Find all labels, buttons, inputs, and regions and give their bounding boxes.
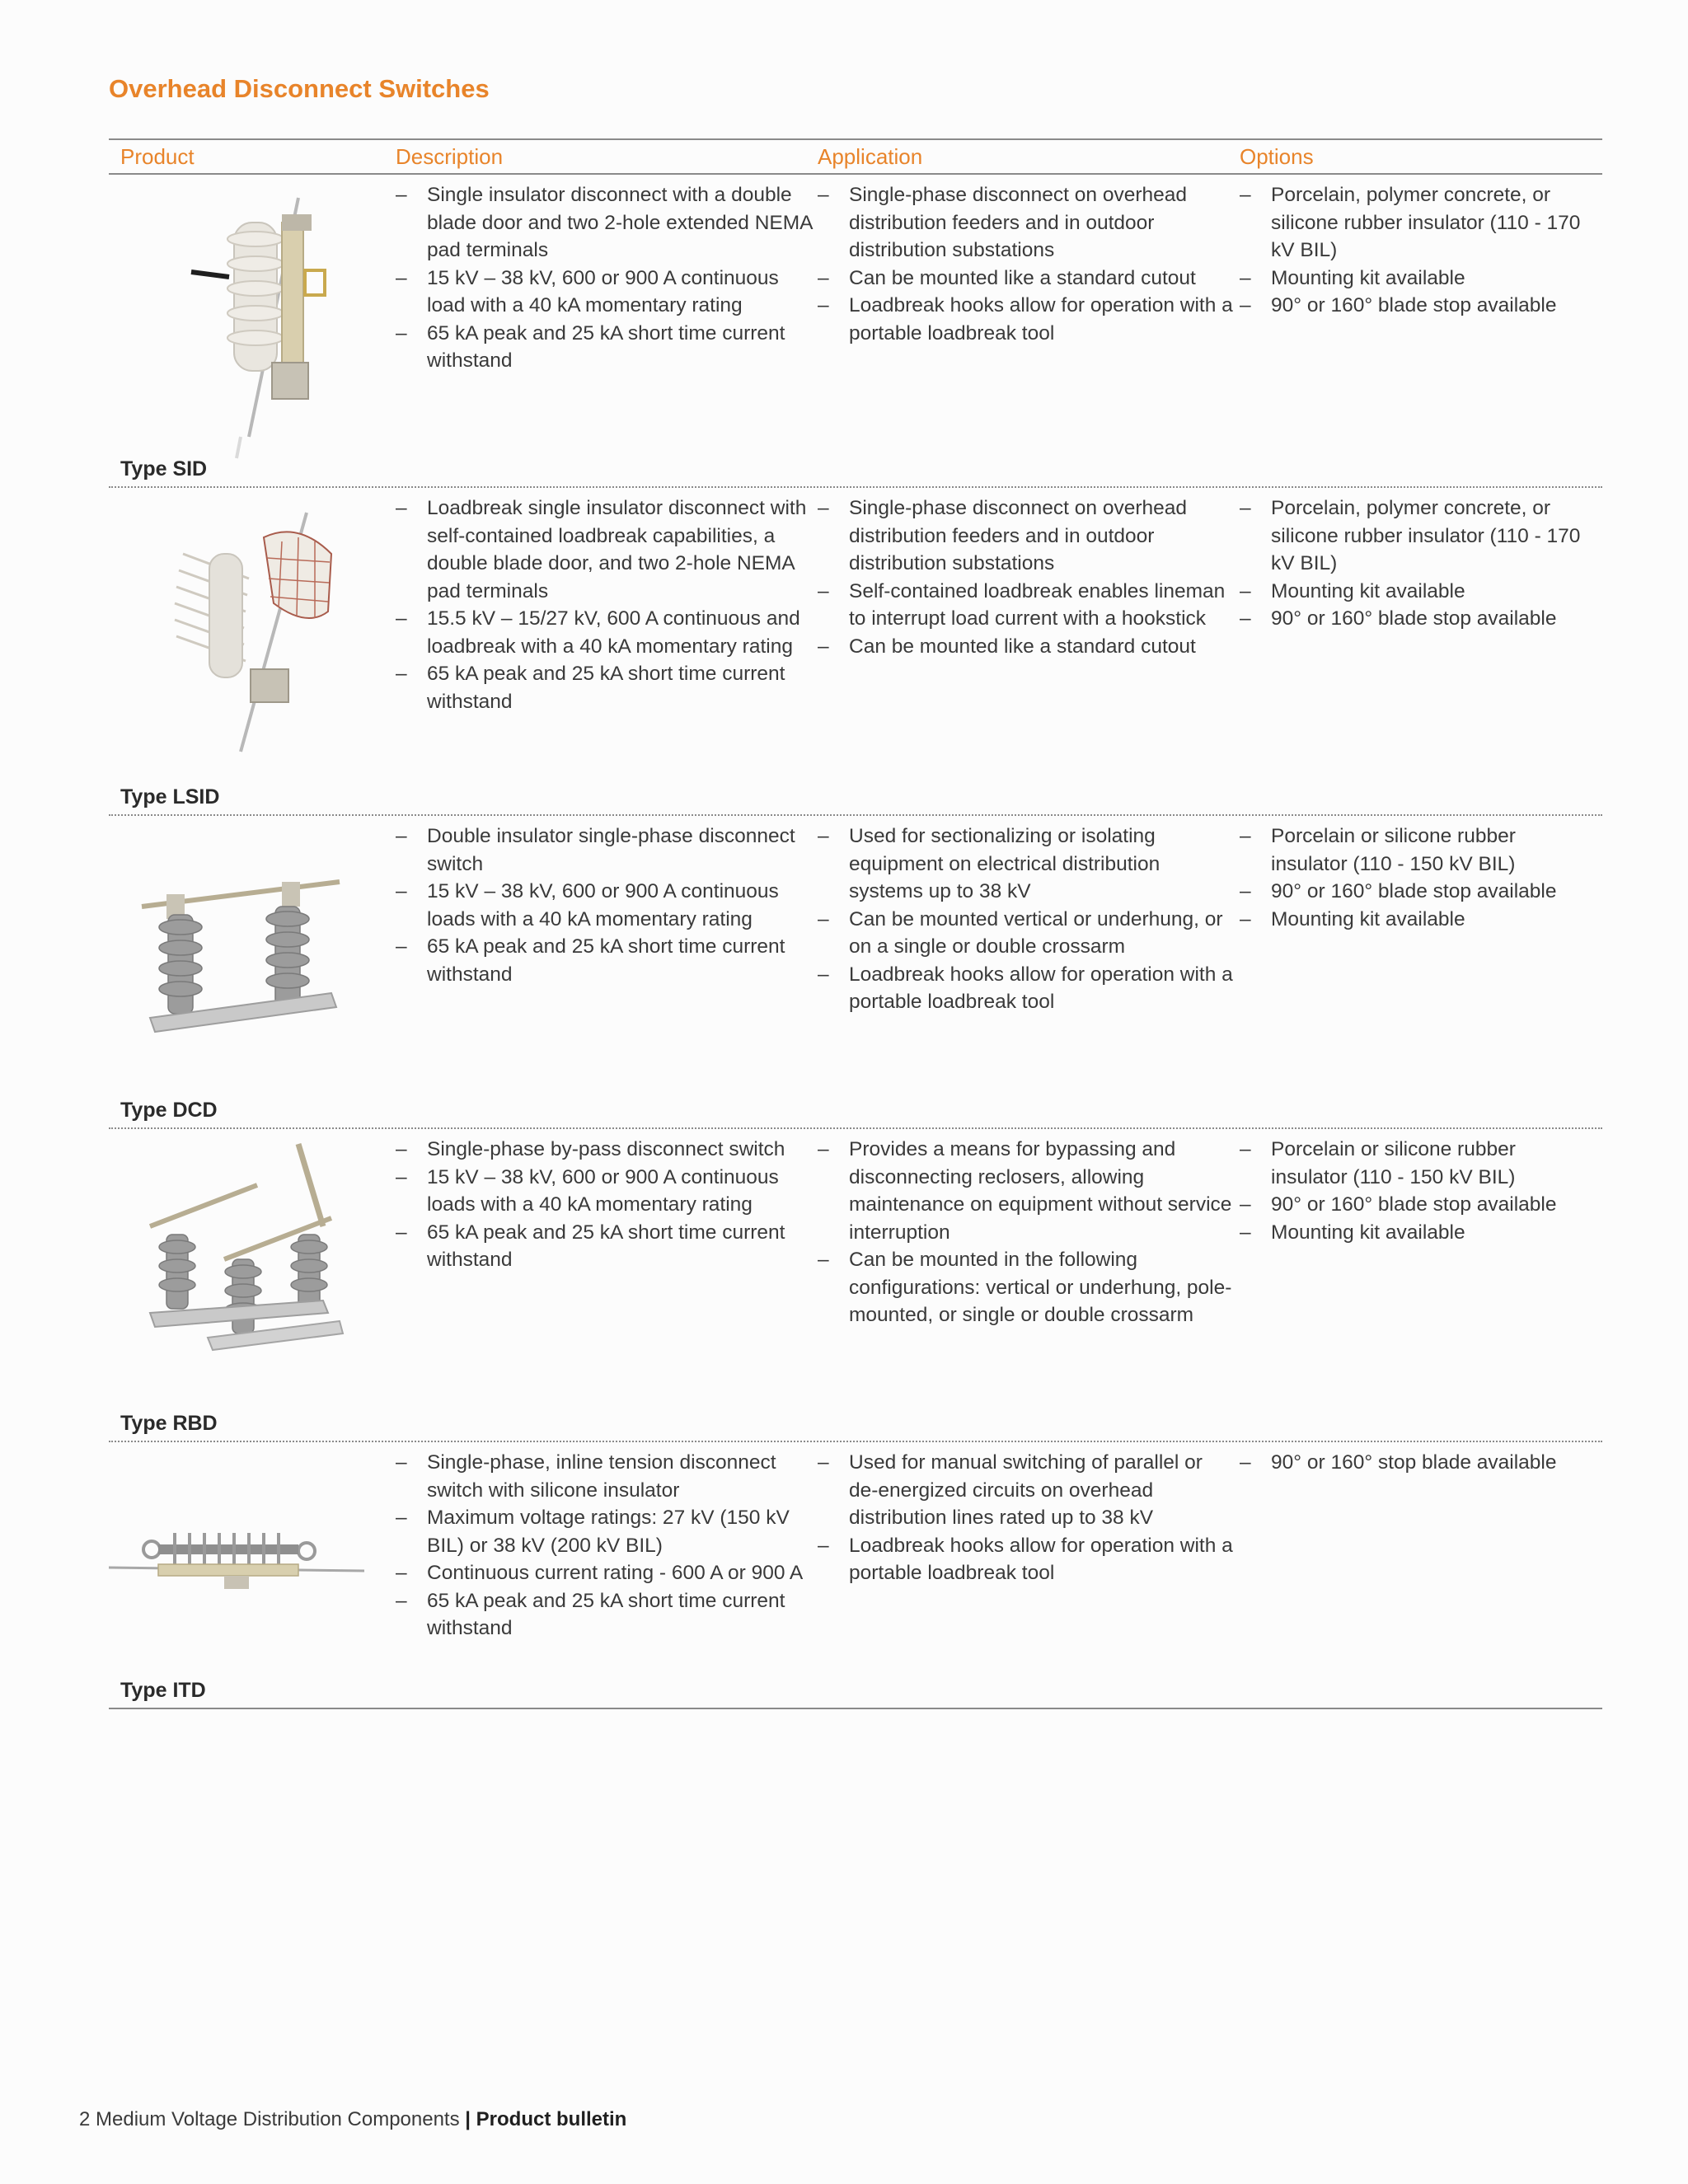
- list-item: – 90° or 160° blade stop available: [1240, 292, 1602, 320]
- type-label: Type LSID: [120, 785, 220, 808]
- list-item: – Mounting kit available: [1240, 906, 1602, 934]
- product-cell: [109, 1129, 396, 1441]
- options-cell: [1240, 1129, 1602, 1441]
- table-row: [109, 1442, 1602, 1709]
- list-item: – 15 kV – 38 kV, 600 or 900 A continuous loads with a 40 kA momentary rating: [396, 878, 818, 933]
- page-number: 2: [79, 2108, 91, 2130]
- list-item: – Can be mounted like a standard cutout: [818, 265, 1240, 293]
- list-item: – 65 kA peak and 25 kA short time current withstand: [396, 660, 818, 715]
- list-item: – Can be mounted vertical or underhung, or on a single or double crossarm: [818, 906, 1240, 961]
- list-item: – Porcelain or silicone rubber insulator (110 - 150 kV BIL): [1240, 1136, 1602, 1191]
- type-label: Type ITD: [120, 1679, 206, 1702]
- list-item: – Mounting kit available: [1240, 265, 1602, 293]
- list-item: – Loadbreak single insulator disconnect with self-contained loadbreak capabilities, a double blade door, and two 2-hole NEMA pad terminals: [396, 494, 818, 605]
- page-footer: [79, 2108, 626, 2131]
- product-cell: [109, 816, 396, 1127]
- table-row: [109, 488, 1602, 816]
- list-item: – Continuous current rating - 600 A or 900 A: [396, 1559, 818, 1587]
- list-item: – Used for manual switching of parallel or de-energized circuits on overhead distribution lines rated up to 38 kV: [818, 1449, 1240, 1532]
- list-item: – Porcelain, polymer concrete, or silicone rubber insulator (110 - 170 kV BIL): [1240, 181, 1602, 265]
- table-header: [109, 138, 1602, 175]
- list-item: – Mounting kit available: [1240, 578, 1602, 606]
- table-row: [109, 175, 1602, 488]
- options-cell: [1240, 816, 1602, 1127]
- list-item: – Can be mounted in the following configurations: vertical or underhung, pole-mounted, or single or double crossarm: [818, 1246, 1240, 1329]
- list-item: – 90° or 160° blade stop available: [1240, 878, 1602, 906]
- dcd-switch-image: [134, 849, 348, 1055]
- list-item: – 65 kA peak and 25 kA short time current withstand: [396, 933, 818, 988]
- type-label: Type SID: [120, 457, 208, 480]
- rbd-switch-image: [134, 1136, 348, 1358]
- description-cell: [396, 175, 818, 486]
- description-cell: [396, 816, 818, 1127]
- header-description: Description: [396, 143, 504, 169]
- table-row: [109, 1129, 1602, 1442]
- application-cell: [818, 1442, 1240, 1708]
- list-item: – Single-phase by-pass disconnect switch: [396, 1136, 818, 1164]
- list-item: – Single insulator disconnect with a double blade door and two 2-hole extended NEMA pad terminals: [396, 181, 818, 265]
- list-item: – Loadbreak hooks allow for operation with a portable loadbreak tool: [818, 292, 1240, 347]
- type-label: Type RBD: [120, 1412, 218, 1435]
- document-name: Medium Voltage Distribution Components: [96, 2108, 460, 2130]
- footer-separator: |: [465, 2108, 471, 2130]
- list-item: – 90° or 160° blade stop available: [1240, 605, 1602, 633]
- type-label: Type DCD: [120, 1099, 218, 1122]
- sid-switch-image: [158, 190, 340, 462]
- list-item: – 65 kA peak and 25 kA short time current withstand: [396, 1587, 818, 1643]
- application-cell: [818, 1129, 1240, 1441]
- list-item: – Porcelain or silicone rubber insulator (110 - 150 kV BIL): [1240, 823, 1602, 878]
- list-item: – Single-phase disconnect on overhead distribution feeders and in outdoor distribution substations: [818, 181, 1240, 265]
- list-item: – 15 kV – 38 kV, 600 or 900 A continuous load with a 40 kA momentary rating: [396, 265, 818, 320]
- description-cell: [396, 488, 818, 814]
- table-row: [109, 816, 1602, 1129]
- list-item: – Maximum voltage ratings: 27 kV (150 kV BIL) or 38 kV (200 kV BIL): [396, 1504, 818, 1559]
- list-item: – 65 kA peak and 25 kA short time current withstand: [396, 320, 818, 375]
- list-item: – 15.5 kV – 15/27 kV, 600 A continuous and loadbreak with a 40 kA momentary rating: [396, 605, 818, 660]
- list-item: – Provides a means for bypassing and disconnecting reclosers, allowing maintenance on equipment without service interruption: [818, 1136, 1240, 1246]
- list-item: – Used for sectionalizing or isolating equipment on electrical distribution systems up to 38 kV: [818, 823, 1240, 906]
- list-item: – Double insulator single-phase disconnect switch: [396, 823, 818, 878]
- list-item: – 15 kV – 38 kV, 600 or 900 A continuous loads with a 40 kA momentary rating: [396, 1164, 818, 1219]
- page-title: Overhead Disconnect Switches: [109, 74, 490, 103]
- product-cell: [109, 488, 396, 814]
- description-cell: [396, 1442, 818, 1708]
- header-options: Options: [1240, 143, 1314, 169]
- list-item: – Mounting kit available: [1240, 1219, 1602, 1247]
- options-cell: [1240, 488, 1602, 814]
- itd-switch-image: [109, 1516, 373, 1607]
- lsid-switch-image: [158, 504, 356, 776]
- header-product: Product: [120, 143, 195, 169]
- list-item: – 90° or 160° blade stop available: [1240, 1191, 1602, 1219]
- list-item: – 90° or 160° stop blade available: [1240, 1449, 1602, 1477]
- options-cell: [1240, 1442, 1602, 1708]
- list-item: – Single-phase, inline tension disconnect switch with silicone insulator: [396, 1449, 818, 1504]
- list-item: – Loadbreak hooks allow for operation with a portable loadbreak tool: [818, 1532, 1240, 1587]
- product-table: [109, 138, 1602, 1709]
- list-item: – Porcelain, polymer concrete, or silicone rubber insulator (110 - 170 kV BIL): [1240, 494, 1602, 578]
- header-application: Application: [818, 143, 923, 169]
- list-item: – Self-contained loadbreak enables lineman to interrupt load current with a hookstick: [818, 578, 1240, 633]
- application-cell: [818, 816, 1240, 1127]
- list-item: – 65 kA peak and 25 kA short time current withstand: [396, 1219, 818, 1274]
- document-type: Product bulletin: [476, 2108, 627, 2130]
- product-cell: [109, 175, 396, 486]
- options-cell: [1240, 175, 1602, 486]
- description-cell: [396, 1129, 818, 1441]
- list-item: – Single-phase disconnect on overhead distribution feeders and in outdoor distribution substations: [818, 494, 1240, 578]
- application-cell: [818, 175, 1240, 486]
- application-cell: [818, 488, 1240, 814]
- list-item: – Can be mounted like a standard cutout: [818, 633, 1240, 661]
- list-item: – Loadbreak hooks allow for operation with a portable loadbreak tool: [818, 961, 1240, 1016]
- product-cell: [109, 1442, 396, 1708]
